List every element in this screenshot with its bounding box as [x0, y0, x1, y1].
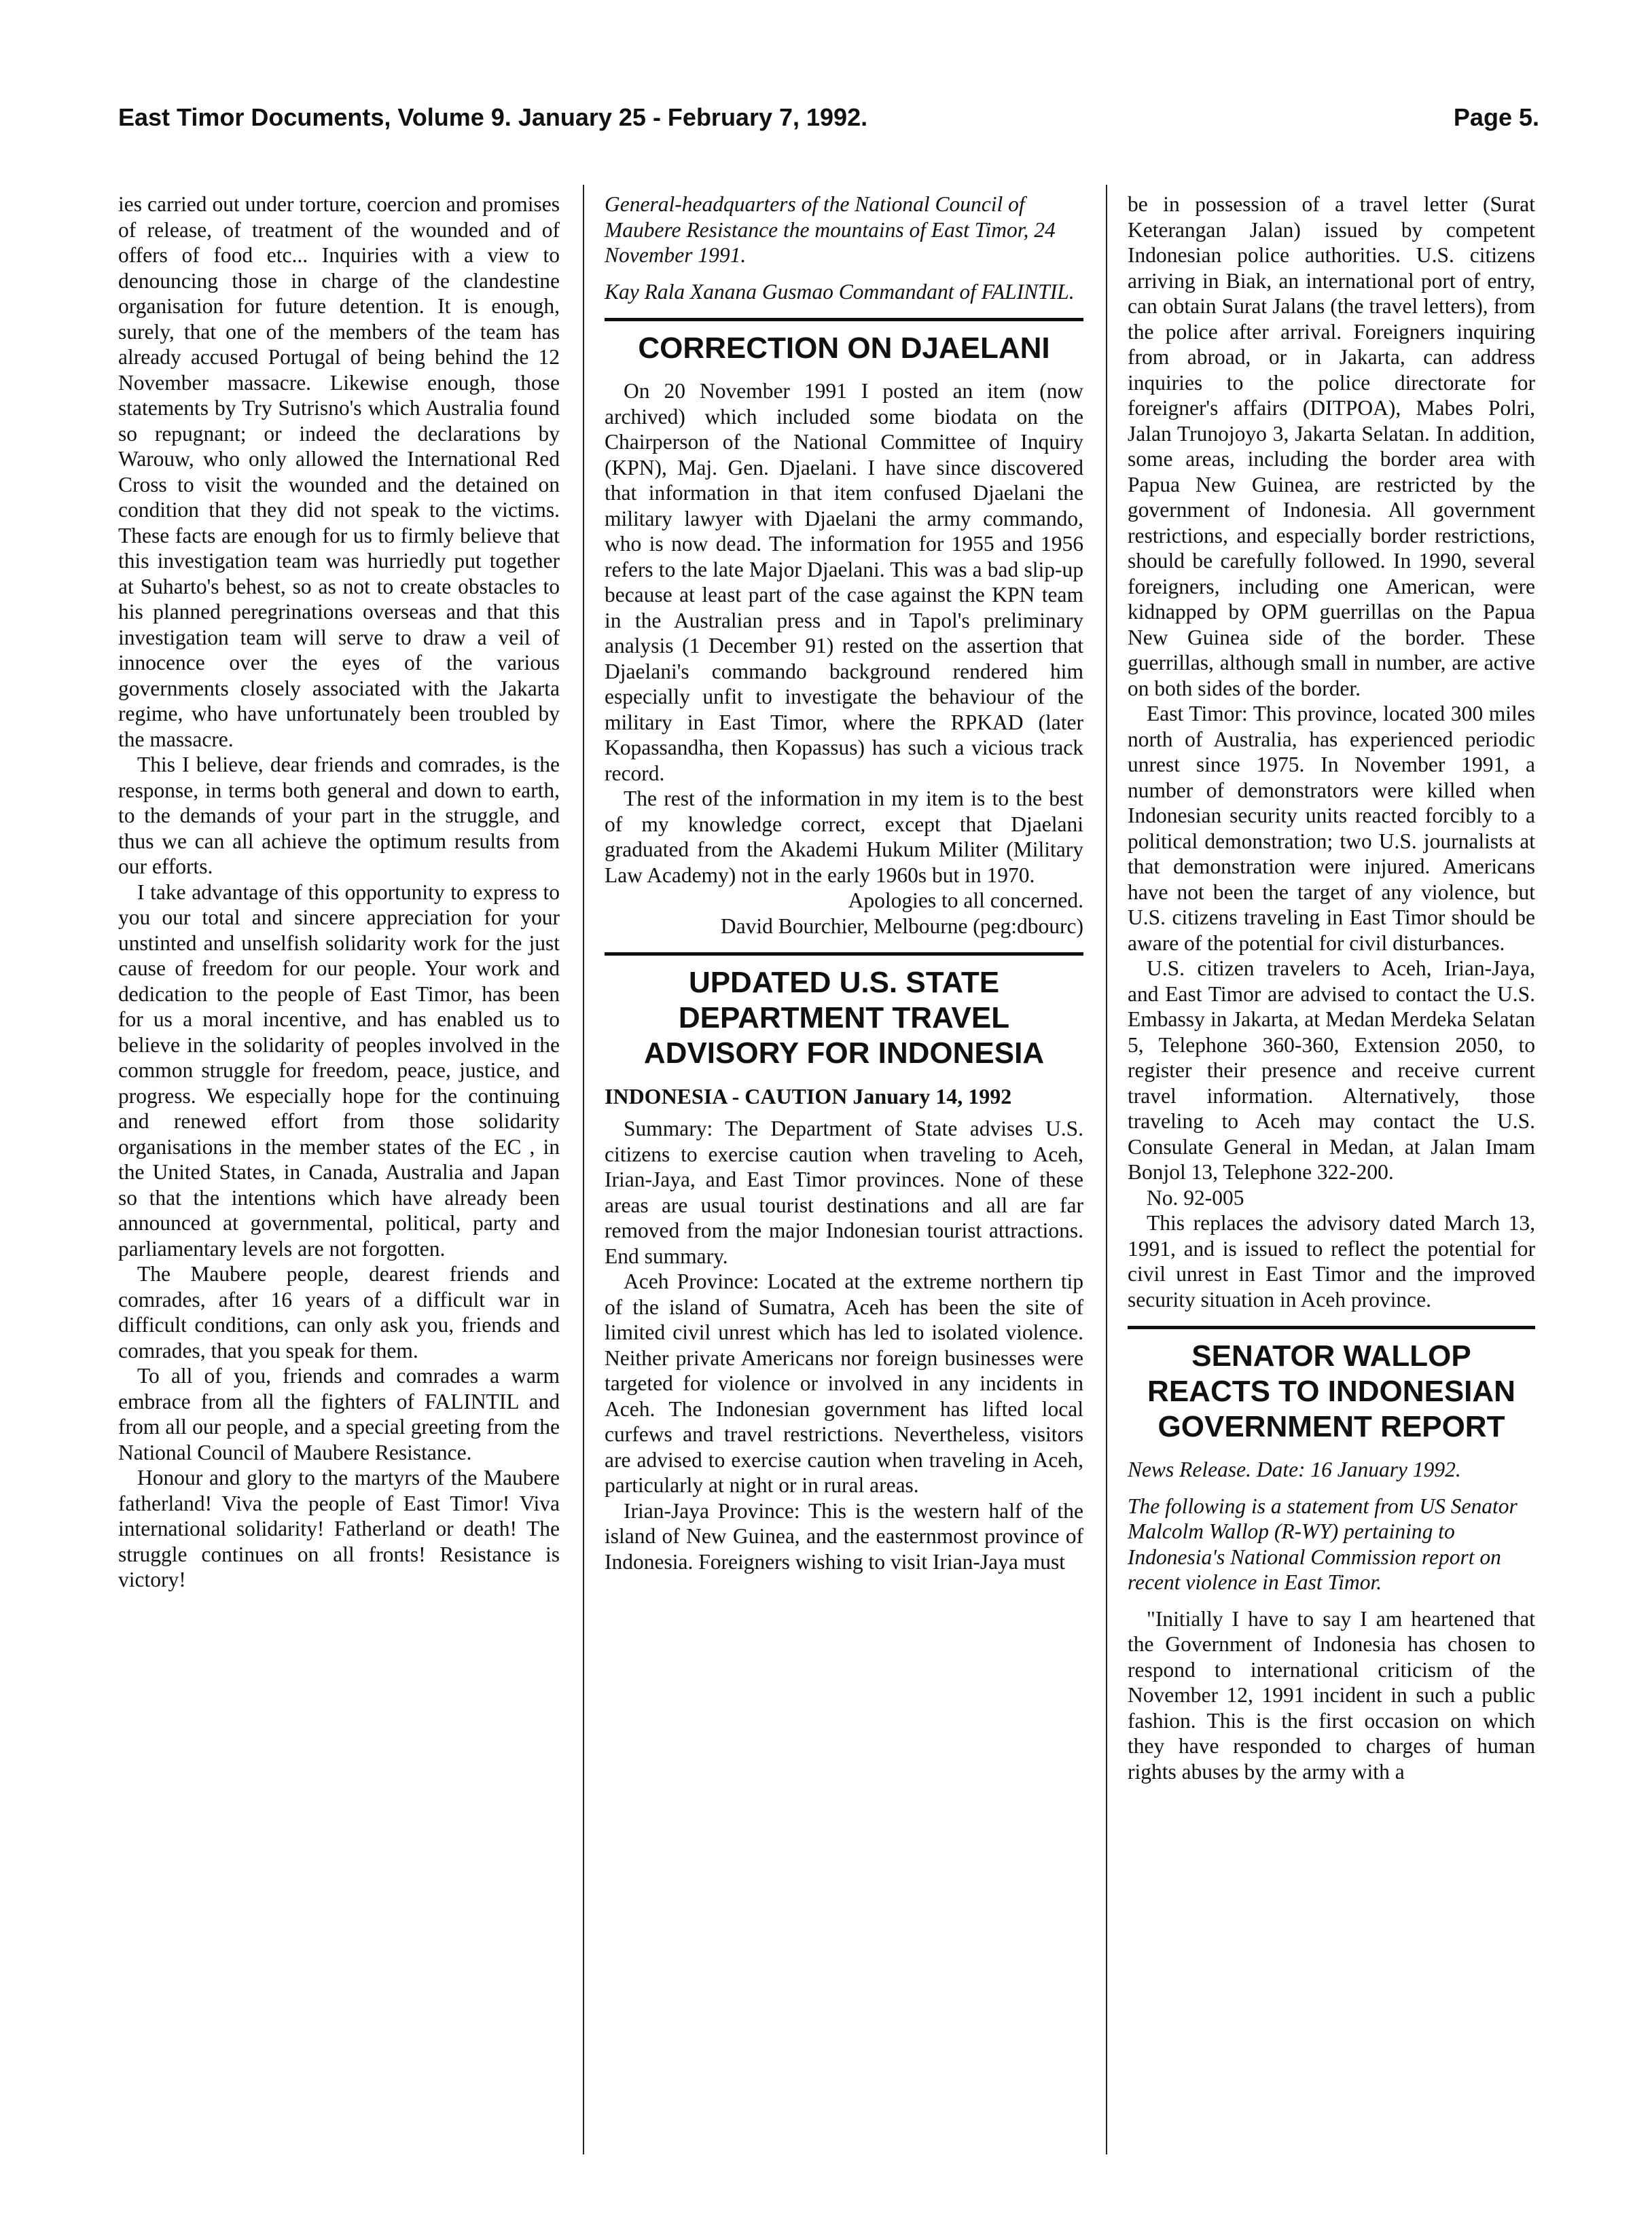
- body-paragraph: To all of you, friends and comrades a warm embrace from all the fighters of FALINTIL and from all our people, and a special greeting from the National Council of Maubere Resistance.: [118, 1364, 560, 1464]
- spacer: [1128, 1595, 1535, 1606]
- body-paragraph: Honour and glory to the martyrs of the Maubere fatherland! Viva the people of East Timor! Viva international solidarity! Fatherland or death! The struggle continues on all fronts! Resistance is victory!: [118, 1466, 560, 1591]
- body-paragraph: Irian-Jaya Province: This is the western half of the island of New Guinea, and the easternmost province of Indonesia. Foreigners wishing to visit Irian-Jaya must: [605, 1498, 1083, 1574]
- body-paragraph: On 20 November 1991 I posted an item (now archived) which included some biodata on the Chairperson of the National Committee of Inquiry (KPN), Maj. Gen. Djaelani. I have since discovered that information in that item confused Djaelani the military lawyer with Djaelani the army commando, who is now dead. The information for 1955 and 1956 refers to the late Major Djaelani. This was a bad slip-up because at least part of the case against the KPN team in the Australian press and in Tapol's preliminary analysis (1 December 91) rested on the assertion that Djaelani's commando background rendered him especially unfit to investigate the behaviour of the military in East Timor, where the RPKAD (later Kopassandha, then Kopassus) has such a vicious track record.: [605, 379, 1083, 785]
- wallop-dateline: News Release. Date: 16 January 1992.: [1128, 1458, 1461, 1481]
- section-rule: [605, 952, 1083, 956]
- correction-apology: Apologies to all concerned.: [848, 888, 1083, 912]
- signoff-place: General-headquarters of the National Council of Maubere Resistance the mountains of East Timor, 24 November 1991.: [605, 192, 1056, 267]
- body-paragraph: "Initially I have to say I am heartened that the Government of Indonesia has chosen to respond to international criticism of the November 12, 1991 incident in such a public fashion. This is the first occasion on which they have responded to charges of human rights abuses by the army with a: [1128, 1606, 1535, 1784]
- column-1: [118, 192, 560, 1593]
- advisory-subheading: INDONESIA - CAUTION January 14, 1992: [605, 1084, 1012, 1108]
- column-divider-2: [1106, 185, 1107, 2154]
- advisory-heading: UPDATED U.S. STATE DEPARTMENT TRAVEL ADVISORY FOR INDONESIA: [643, 966, 1045, 1070]
- spacer: [605, 268, 1083, 279]
- correction-heading: CORRECTION ON DJAELANI: [638, 331, 1050, 365]
- wallop-intro: The following is a statement from US Senator Malcolm Wallop (R-WY) pertaining to Indonesia's National Commission report on recent violence in East Timor.: [1128, 1494, 1518, 1594]
- body-paragraph: The Maubere people, dearest friends and comrades, after 16 years of a difficult war in difficult conditions, can only ask you, friends and comrades, that you speak for them.: [118, 1262, 560, 1362]
- page-number: Page 5.: [1453, 103, 1539, 131]
- advisory-number: No. 92-005: [1147, 1185, 1244, 1210]
- column-divider-1: [583, 185, 584, 2154]
- body-paragraph: East Timor: This province, located 300 miles north of Australia, has experienced periodic unrest since 1975. In November 1991, a number of demonstrators were killed when Indonesian security units reacted forcibly to a political demonstration; two U.S. journalists at that demonstration were injured. Americans have not been the target of any violence, but U.S. citizens traveling in East Timor should be aware of the potential for civil disturbances.: [1128, 702, 1535, 955]
- body-paragraph: The rest of the information in my item is to the best of my knowledge correct, except that Djaelani graduated from the Akademi Hukum Militer (Military Law Academy) not in the early 1960s but in 1970.: [605, 787, 1083, 887]
- section-rule: [1128, 1326, 1535, 1329]
- body-paragraph: This I believe, dear friends and comrades, is the response, in terms both general and down to earth, to the demands of your part in the struggle, and thus we can all achieve the optimum results from our efforts.: [118, 753, 560, 878]
- body-paragraph: Summary: The Department of State advises U.S. citizens to exercise caution when traveling to Aceh, Irian-Jaya, and East Timor provinces. None of these areas are usual tourist destinations and all are far removed from the major Indonesian tourist attractions. End summary.: [605, 1117, 1083, 1268]
- body-paragraph: U.S. citizen travelers to Aceh, Irian-Jaya, and East Timor are advised to contact the U.S. Embassy in Jakarta, at Medan Merdeka Selatan 5, Telephone 360-360, Extension 2050, to register their presence and receive current travel information. Alternatively, those traveling to Aceh may contact the U.S. Consulate General in Medan, at Jalan Imam Bonjol 13, Telephone 322-200.: [1128, 956, 1535, 1184]
- wallop-heading: SENATOR WALLOP REACTS TO INDONESIAN GOVERNMENT REPORT: [1147, 1339, 1515, 1443]
- body-paragraph: be in possession of a travel letter (Surat Keterangan Jalan) issued by competent Indonesian police authorities. U.S. citizens arriving in Biak, an international port of entry, can obtain Surat Jalans (the travel letters), from the police after arrival. Foreigners inquiring from abroad, or in Jakarta, can address inquiries to the police directorate for foreigner's affairs (DITPOA), Mabes Polri, Jalan Trunojoyo 3, Jakarta Selatan. In addition, some areas, including the border area with Papua New Guinea, are restricted by the government of Indonesia. All government restrictions, and especially border restrictions, should be carefully followed. In 1990, several foreigners, including one American, were kidnapped by OPM guerrillas on the Papua New Guinea side of the border. These guerrillas, although small in number, are active on both sides of the border.: [1128, 192, 1535, 700]
- publication-title: East Timor Documents, Volume 9. January 25 - February 7, 1992.: [118, 103, 868, 131]
- column-2: [605, 192, 1083, 1574]
- page-header: [118, 103, 1539, 144]
- signoff-name: Kay Rala Xanana Gusmao Commandant of FALINTIL.: [605, 279, 1075, 304]
- body-paragraph: ies carried out under torture, coercion and promises of release, of treatment of the wounded and of offers of food etc... Inquiries with a view to denouncing those in charge of the clandestine organisation for future detention. It is enough, surely, that one of the members of the team has already accused Portugal of being behind the 12 November massacre. Likewise enough, those statements by Try Sutrisno's which Australia found so repugnant; or indeed the declarations by Warouw, who only allowed the International Red Cross to visit the wounded and the detained on condition that they did not speak to the victims. These facts are enough for us to firmly believe that this investigation team was hurriedly put together at Suharto's behest, so as not to create obstacles to his planned peregrinations overseas and that this investigation team will serve to draw a veil of innocence over the eyes of the various governments closely associated with the Jakarta regime, who have unfortunately been troubled by the massacre.: [118, 192, 560, 751]
- body-paragraph: This replaces the advisory dated March 13, 1991, and is issued to reflect the potential for civil unrest in East Timor and the improved security situation in Aceh province.: [1128, 1211, 1535, 1312]
- body-paragraph: I take advantage of this opportunity to express to you our total and sincere appreciation for your unstinted and unselfish solidarity work for the just cause of freedom for our people. Your work and dedication to the people of East Timor, has been for us a moral incentive, and has enabled us to believe in the solidarity of peoples involved in the common struggle for freedom, peace, justice, and progress. We especially hope for the continuing and renewed effort from those solidarity organisations in the member states of the EC , in the United States, in Canada, Australia and Japan so that the intentions which have already been announced at governmental, political, party and parliamentary levels are not forgotten.: [118, 880, 560, 1261]
- section-rule: [605, 318, 1083, 321]
- column-3: [1128, 192, 1535, 1784]
- spacer: [1128, 1483, 1535, 1494]
- correction-author: David Bourchier, Melbourne (peg:dbourc): [720, 914, 1083, 938]
- body-paragraph: Aceh Province: Located at the extreme northern tip of the island of Sumatra, Aceh has been the site of limited civil unrest which has led to isolated violence. Neither private Americans nor foreign businesses were targeted for violence or involved in any incidents in Aceh. The Indonesian government has lifted local curfews and travel restrictions. Nevertheless, visitors are advised to exercise caution when traveling in Aceh, particularly at night or in rural areas.: [605, 1269, 1083, 1497]
